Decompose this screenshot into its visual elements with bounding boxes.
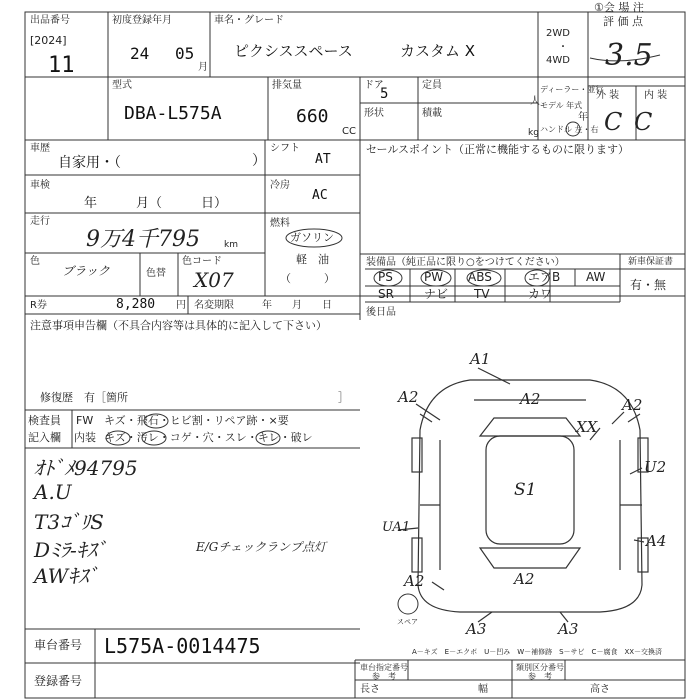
reg-month: 05 (175, 44, 195, 63)
kg-unit: kg (528, 128, 539, 138)
model-value: DBA-L575A (124, 103, 222, 124)
shift-label: シフト (270, 143, 300, 154)
recycle-label: R券 (30, 300, 47, 311)
seats-label: 定員 (422, 80, 442, 91)
inspector-row1-text: キズ・飛石・ヒビ割・リペア跡・×要 (104, 414, 289, 427)
inspection-value: 年 月（ 日） (84, 196, 228, 211)
damage-legend: A－キズ E－エクボ U－凹み W－補修跡 S－サビ C－腐食 XX－交換済 (412, 648, 663, 656)
mark-a2-center: A2 (520, 390, 541, 408)
equip-pw: PW (424, 270, 444, 284)
lot-number: 11 (48, 53, 75, 78)
equipment-title: 装備品（純正品に限り○をつけてください） (366, 257, 565, 268)
chassis-value: L575A-0014475 (104, 634, 261, 658)
equip-tv: TV (474, 287, 490, 301)
equip-abs: ABS (468, 270, 492, 284)
name-change-value: 年 月 日 (262, 300, 332, 311)
hand-aw: AWｷｽﾞ (34, 564, 99, 588)
name-label: 車名・グレード (214, 15, 284, 26)
hand-engine-lamp: E/Gチェックランプ点灯 (196, 540, 327, 554)
drive-4wd: 4WD (546, 55, 570, 66)
inspector-label-1: 検査員 (28, 414, 61, 427)
repair-close: ］ (338, 391, 349, 404)
interior-label: 内 装 (644, 90, 668, 101)
mark-u2: U2 (644, 458, 667, 476)
warranty-label: 新車保証書 (628, 257, 674, 267)
mark-ua1: UA1 (382, 520, 411, 535)
fuel-gas: ガソリン (290, 231, 334, 244)
mark-a4: A4 (646, 532, 667, 550)
shape-label: 形状 (364, 108, 384, 119)
doors-label: ドア (364, 80, 384, 91)
mark-xx: XX (576, 418, 598, 436)
reg-year: 24 (130, 44, 150, 63)
length-label: 長さ (360, 684, 380, 695)
year-unit: 年 (578, 112, 588, 123)
equip-navi: ナビ (424, 287, 449, 301)
score-value: 3.5 (605, 38, 653, 73)
score-label: 評 価 点 (603, 15, 643, 28)
displacement-value: 660 (296, 106, 329, 127)
equip-aw: AW (586, 270, 606, 284)
model-year-label: モデル 年式 (540, 101, 583, 110)
height-label: 高さ (590, 684, 610, 695)
repair-label: 修復歴 有［箇所 (40, 391, 128, 404)
lot-label: 出品番号 (30, 15, 70, 26)
class-code-title: 類別区分番号 (516, 663, 564, 672)
inspector-row2-text: キズ・汚レ・コゲ・穴・スレ・キレ・破レ (104, 431, 313, 444)
mark-a2-rear-left: A2 (404, 572, 425, 590)
mark-a1: A1 (470, 350, 491, 368)
mark-a3-right: A3 (558, 620, 579, 638)
cc-unit: CC (342, 126, 356, 137)
color-code-label: 色コード (182, 256, 222, 267)
mark-s1: S1 (514, 480, 537, 500)
mark-a2-right: A2 (622, 396, 643, 414)
notes-title: 注意事項申告欄（不具合内容等は具体的に記入して下さい） (30, 319, 327, 332)
interior-grade: C (634, 108, 653, 136)
inspector-label-2: 記入欄 (28, 431, 61, 444)
aftermarket-label: 後日品 (366, 307, 396, 318)
equip-sr: SR (378, 287, 394, 301)
displacement-label: 排気量 (272, 80, 302, 91)
sales-point-title: セールスポイント（正常に機能するものに限ります） (366, 143, 630, 156)
km-unit: km (224, 240, 238, 250)
ac-value: AC (312, 188, 328, 203)
color-value: ブラック (62, 264, 110, 278)
load-label: 積載 (422, 108, 442, 119)
color-label: 色 (30, 256, 40, 267)
usage-type-value: 自家用・（ (58, 155, 121, 171)
hand-mirror: Dﾐﾗ-ｷｽﾞ (34, 538, 107, 562)
usage-type-label: 車歴 (30, 143, 50, 154)
equip-leather: カワ (528, 287, 553, 301)
doors-value: 5 (380, 86, 389, 102)
chassis-spec-title: 車台指定番号 (360, 663, 408, 672)
inspection-label: 車検 (30, 180, 50, 191)
recycle-value: 8,280 (116, 297, 156, 312)
month-unit: 月 (198, 62, 208, 73)
yen-unit: 円 (176, 300, 186, 311)
hand-au: A.U (34, 480, 72, 504)
drive-2wd: 2WD (546, 28, 570, 39)
fuel-other: （ ） (280, 272, 335, 285)
ac-label: 冷房 (270, 180, 290, 191)
exterior-grade: C (604, 108, 623, 136)
color-code-value: X07 (194, 268, 234, 292)
hand-odometer: ｵﾄﾞﾒ94795 (34, 456, 138, 480)
first-reg-label: 初度登録年月 (112, 15, 172, 26)
chassis-label: 車台番号 (34, 638, 83, 652)
handle-label: ハンドル 左・右 (540, 125, 599, 134)
fuel-label: 燃料 (270, 218, 290, 229)
inspector-row2-head: 内装 (74, 431, 96, 444)
mileage-value: 9万4千795 (86, 227, 200, 252)
name-change-label: 名変期限 (194, 300, 234, 311)
registration-label: 登録番号 (34, 674, 83, 688)
exterior-label: 外 装 (596, 90, 620, 101)
shift-value: AT (315, 152, 331, 167)
class-code-sub: 参 考 (528, 672, 552, 681)
fuel-diesel: 軽 油 (296, 253, 329, 266)
chassis-spec-sub: 参 考 (372, 672, 396, 681)
mark-a3-left: A3 (466, 620, 487, 638)
warranty-value: 有・無 (630, 278, 667, 292)
hand-ts: T3ｺﾞﾘS (34, 510, 104, 534)
year-tag: [2024] (30, 34, 67, 47)
dealer-label: ディーラー・並行 (540, 85, 604, 94)
spare-label: スペア (397, 618, 418, 626)
mark-a2-left: A2 (398, 388, 419, 406)
inspector-row1-head: FW (76, 414, 94, 427)
grade: カスタム X (400, 42, 476, 60)
color-change-label: 色替 (146, 268, 166, 279)
person-unit: 人 (530, 96, 540, 107)
equip-airbag: エアB (528, 270, 561, 284)
equip-ps: PS (378, 270, 393, 284)
car-name: ピクシススペース (234, 42, 353, 60)
mark-a2-rear: A2 (514, 570, 535, 588)
model-label: 型式 (112, 80, 132, 91)
mileage-label: 走行 (30, 216, 50, 227)
width-label: 幅 (478, 684, 488, 695)
venue-label: ①会 場 注 (594, 1, 644, 14)
